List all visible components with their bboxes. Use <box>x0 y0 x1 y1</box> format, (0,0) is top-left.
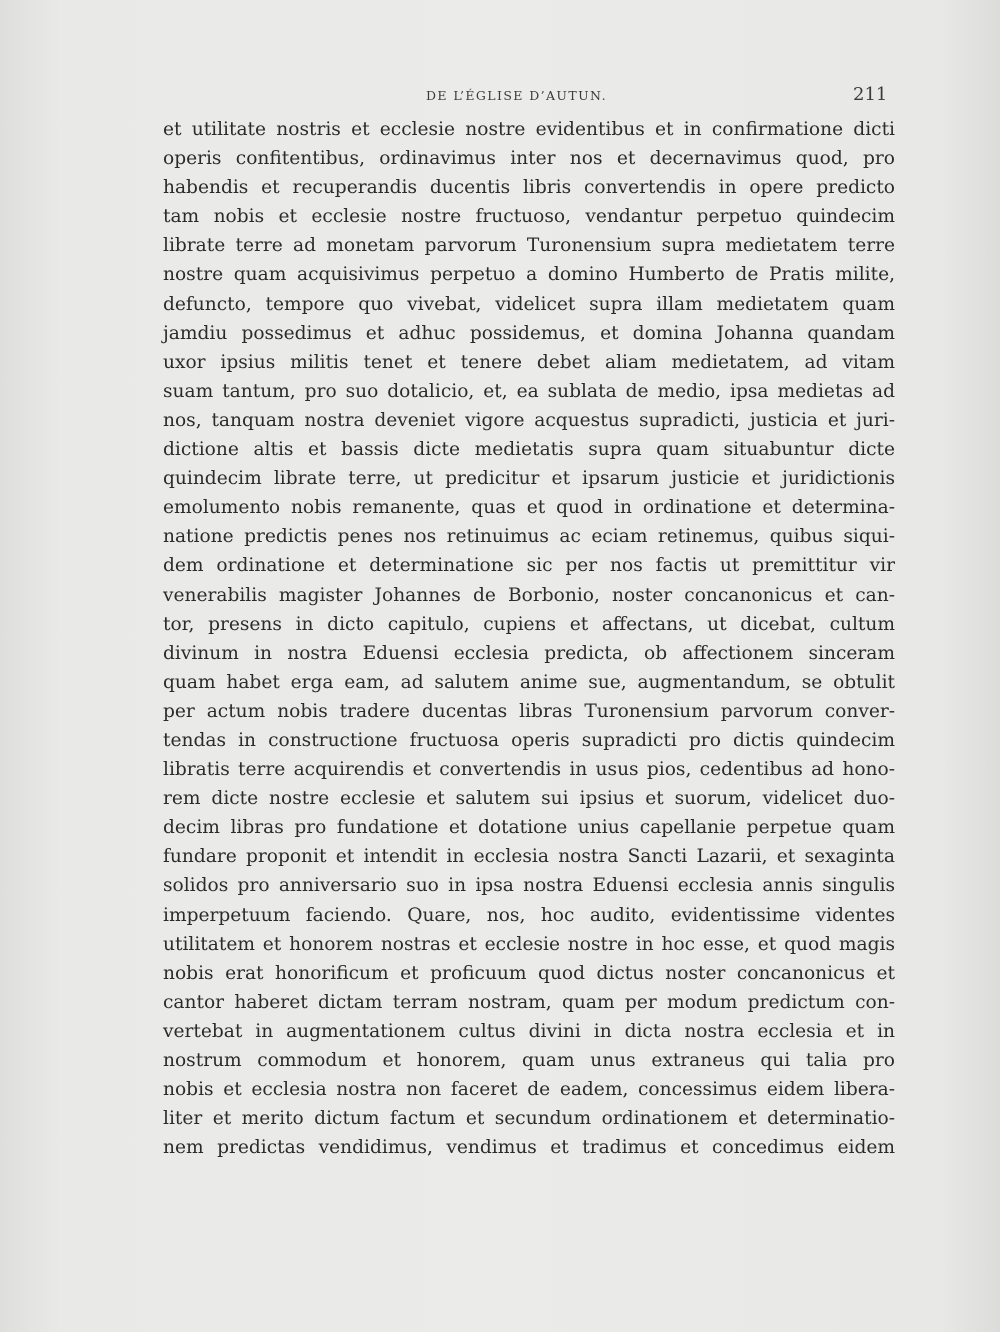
running-title: DE L’ÉGLISE D’AUTUN. <box>426 88 607 103</box>
text-line: utilitatem et honorem nostras et ecclesie nostre in hoc esse, et quod magis <box>163 933 895 955</box>
text-line: uxor ipsius militis tenet et tenere debet aliam medietatem, ad vitam <box>163 351 895 373</box>
text-line: decim libras pro fundatione et dotatione unius capellanie perpetue quam <box>163 817 895 839</box>
text-line: quam habet erga eam, ad salutem anime sue, augmentandum, se obtulit <box>163 671 895 693</box>
text-line: nobis erat honorificum et proficuum quod dictus noster concanonicus et <box>163 962 895 984</box>
text-line: nos, tanquam nostra deveniet vigore acquestus supradicti, justicia et juri- <box>163 409 895 431</box>
text-line: operis confitentibus, ordinavimus inter nos et decernavimus quod, pro <box>163 148 895 170</box>
running-head <box>0 84 1000 108</box>
page-number: 211 <box>853 84 888 105</box>
text-line: vertebat in augmentationem cultus divini in dicta nostra ecclesia et in <box>163 1020 895 1042</box>
text-line: fundare proponit et intendit in ecclesia nostra Sancti Lazarii, et sexaginta <box>163 846 895 868</box>
text-line: jamdiu possedimus et adhuc possidemus, et domina Johanna quandam <box>163 322 895 344</box>
text-line: imperpetuum faciendo. Quare, nos, hoc audito, evidentissime videntes <box>163 904 895 926</box>
text-line: librate terre ad monetam parvorum Turonensium supra medietatem terre <box>163 235 895 257</box>
text-line: quindecim librate terre, ut predicitur et ipsarum justicie et juridictionis <box>163 468 895 490</box>
text-line: tendas in constructione fructuosa operis supradicti pro dictis quindecim <box>163 729 895 751</box>
text-line: nostrum commodum et honorem, quam unus extraneus qui talia pro <box>163 1050 895 1071</box>
text-line: emolumento nobis remanente, quas et quod in ordinatione et determina- <box>163 497 895 519</box>
text-line: nostre quam acquisivimus perpetuo a domino Humberto de Pratis milite, <box>163 264 895 286</box>
text-line: defuncto, tempore quo vivebat, videlicet supra illam medietatem quam <box>163 293 895 315</box>
body-text <box>163 115 895 1162</box>
text-line: rem dicte nostre ecclesie et salutem sui ipsius et suorum, videlicet duo- <box>163 788 895 810</box>
text-line: tor, presens in dicto capitulo, cupiens et affectans, ut dicebat, cultum <box>163 613 895 635</box>
text-line: solidos pro anniversario suo in ipsa nostra Eduensi ecclesia annis singulis <box>163 875 895 897</box>
text-line: libratis terre acquirendis et convertendis in usus pios, cedentibus ad hono- <box>163 759 895 781</box>
text-line: liter et merito dictum factum et secundum ordinationem et determinatio- <box>163 1108 895 1130</box>
text-line: natione predictis penes nos retinuimus ac eciam retinemus, quibus siqui- <box>163 526 895 548</box>
text-line: nem predictas vendidimus, vendimus et tradimus et concedimus eidem <box>163 1137 895 1159</box>
text-line: suam tantum, pro suo dotalicio, et, ea sublata de medio, ipsa medietas ad <box>163 380 895 402</box>
text-line: nobis et ecclesia nostra non faceret de eadem, concessimus eidem libera- <box>163 1079 895 1101</box>
text-line: venerabilis magister Johannes de Borbonio, noster concanonicus et can- <box>163 584 895 606</box>
text-line: habendis et recuperandis ducentis libris convertendis in opere predicto <box>163 177 895 199</box>
text-line: et utilitate nostris et ecclesie nostre evidentibus et in confirmatione dicti <box>163 119 895 140</box>
text-line: divinum in nostra Eduensi ecclesia predicta, ob affectionem sinceram <box>163 642 895 664</box>
text-line: dictione altis et bassis dicte medietatis supra quam situabuntur dicte <box>163 439 895 461</box>
text-line: per actum nobis tradere ducentas libras Turonensium parvorum conver- <box>163 700 895 722</box>
text-line: cantor haberet dictam terram nostram, quam per modum predictum con- <box>163 991 895 1013</box>
text-line: dem ordinatione et determinatione sic per nos factis ut premittitur vir <box>163 555 895 577</box>
text-line: tam nobis et ecclesie nostre fructuoso, vendantur perpetuo quindecim <box>163 206 895 228</box>
